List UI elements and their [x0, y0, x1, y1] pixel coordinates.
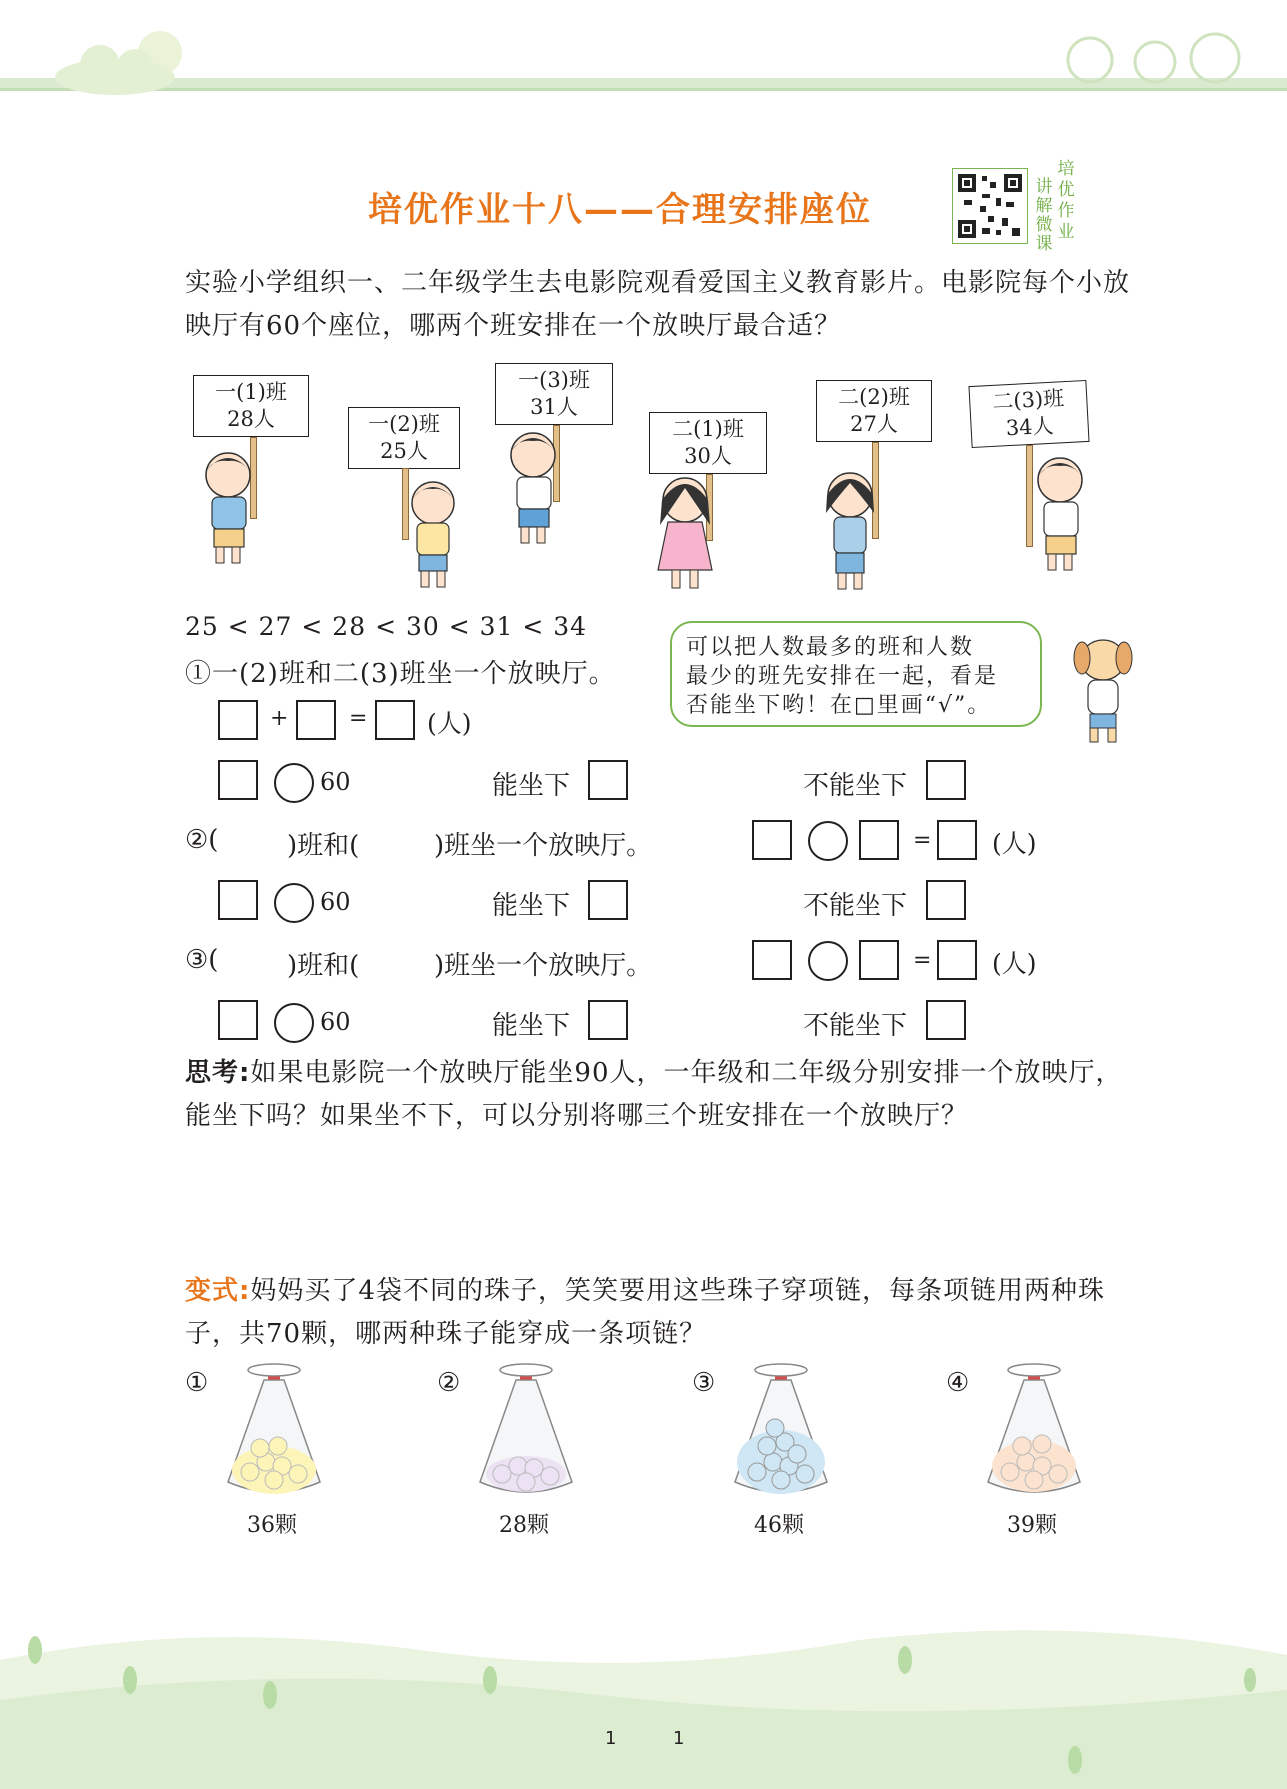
- question-2-number: ②(: [185, 825, 219, 855]
- class-sign: 二(3)班 34人: [968, 380, 1089, 448]
- animals-decoration: [1055, 20, 1255, 85]
- bead-bag: [727, 1362, 835, 1502]
- bead-bag: [220, 1362, 328, 1502]
- class-sign: 二(2)班 27人: [816, 380, 932, 442]
- can-seat-checkbox[interactable]: [588, 760, 628, 800]
- cannot-seat-checkbox[interactable]: [926, 760, 966, 800]
- class-sign: 一(3)班 31人: [495, 363, 613, 425]
- answer-box[interactable]: [859, 940, 899, 980]
- compare-circle[interactable]: [274, 763, 314, 803]
- page-number: 1: [673, 1728, 685, 1749]
- answer-box[interactable]: [937, 820, 977, 860]
- header-band-line: [0, 88, 1287, 91]
- operator-circle[interactable]: [808, 941, 848, 981]
- child-figure: [1020, 450, 1100, 580]
- class-sign: 二(1)班 30人: [649, 412, 767, 474]
- question-3-number: ③(: [185, 945, 219, 975]
- answer-box[interactable]: [296, 700, 336, 740]
- child-figure: [640, 470, 730, 600]
- class-sign: 一(1)班 28人: [193, 375, 309, 437]
- class-sign: 一(2)班 25人: [348, 407, 460, 469]
- footer-hills-decoration: [0, 1620, 1287, 1789]
- compare-circle[interactable]: [274, 1003, 314, 1043]
- page-title: 培优作业十八——合理安排座位: [368, 190, 872, 230]
- answer-box[interactable]: [859, 820, 899, 860]
- answer-box[interactable]: [375, 700, 415, 740]
- qr-code-icon[interactable]: [952, 168, 1028, 244]
- answer-box[interactable]: [752, 820, 792, 860]
- question-3-end: )班坐一个放映厅。: [434, 951, 653, 981]
- bead-bag: [980, 1362, 1088, 1502]
- child-figure: [395, 475, 470, 595]
- cannot-seat-checkbox[interactable]: [926, 880, 966, 920]
- answer-box[interactable]: [218, 760, 258, 800]
- child-figure: [190, 445, 270, 570]
- question-3-mid: )班和(: [287, 951, 360, 981]
- variant-question: 变式:妈妈买了4袋不同的珠子，笑笑要用这些珠子穿项链，每条项链用两种珠子，共70颗，哪两种珠子能穿成一条项链？: [185, 1276, 1105, 1349]
- dog-mascot: [1068, 628, 1138, 748]
- sun-cloud-decoration: [40, 25, 190, 95]
- question-2-mid: )班和(: [287, 831, 360, 861]
- think-question: 思考:如果电影院一个放映厅能坐90人，一年级和二年级分别安排一个放映厅，能坐下吗？如果坐不下，可以分别将哪三个班安排在一个放映厅？: [185, 1058, 1123, 1131]
- answer-box[interactable]: [218, 880, 258, 920]
- child-figure: [808, 465, 893, 595]
- compare-circle[interactable]: [274, 883, 314, 923]
- page-number: 1: [605, 1728, 617, 1749]
- cannot-seat-checkbox[interactable]: [926, 1000, 966, 1040]
- answer-box[interactable]: [937, 940, 977, 980]
- bead-bag: [472, 1362, 580, 1502]
- hint-bubble: 可以把人数最多的班和人数 最少的班先安排在一起，看是 否能坐下哟！在□里画“√”。: [670, 621, 1042, 727]
- child-figure: [495, 425, 575, 550]
- order-line: 25 < 27 < 28 < 30 < 31 < 34: [185, 612, 588, 641]
- operator-circle[interactable]: [808, 821, 848, 861]
- answer-box[interactable]: [752, 940, 792, 980]
- can-seat-checkbox[interactable]: [588, 1000, 628, 1040]
- qr-label: 讲 解 微 课 培 优 作 业: [1035, 159, 1075, 254]
- question-2-end: )班坐一个放映厅。: [434, 831, 653, 861]
- question-1-text: ①一(2)班和二(3)班坐一个放映厅。: [185, 659, 616, 689]
- answer-box[interactable]: [218, 700, 258, 740]
- can-seat-checkbox[interactable]: [588, 880, 628, 920]
- intro-paragraph: 实验小学组织一、二年级学生去电影院观看爱国主义教育影片。电影院每个小放映厅有60个座位，哪两个班安排在一个放映厅最合适？: [185, 268, 1131, 341]
- answer-box[interactable]: [218, 1000, 258, 1040]
